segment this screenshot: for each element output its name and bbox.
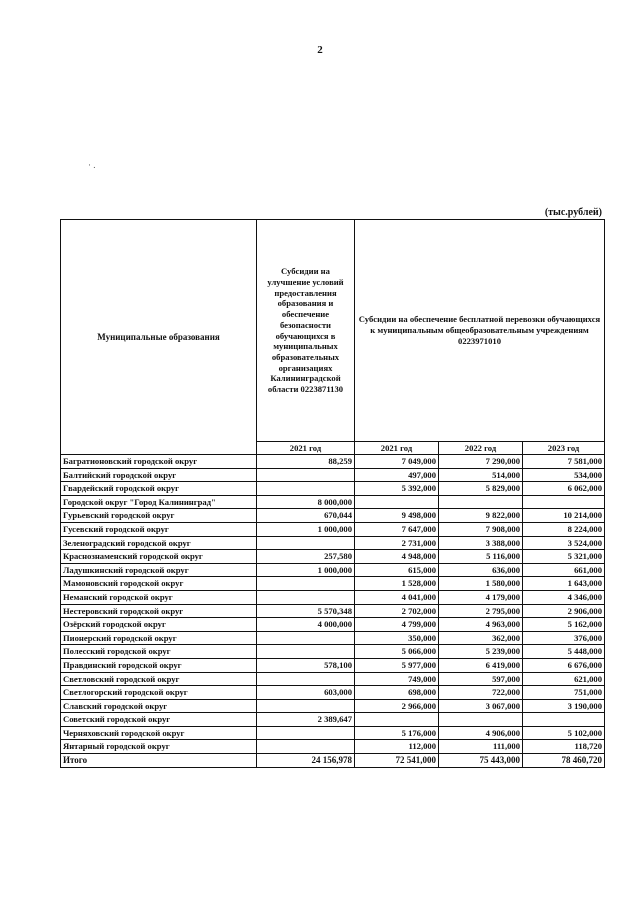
transport-2023: 6 676,000 xyxy=(523,658,605,672)
table-row xyxy=(61,563,605,577)
table-row xyxy=(61,726,605,740)
transport-2022: 5 829,000 xyxy=(439,482,523,496)
table-row xyxy=(61,482,605,496)
table-row xyxy=(61,577,605,591)
transport-2023: 751,000 xyxy=(523,686,605,700)
transport-2021: 5 176,000 xyxy=(355,726,439,740)
transport-2023 xyxy=(523,495,605,509)
header-municipality: Муниципальные образования xyxy=(61,220,257,455)
transport-2021: 4 948,000 xyxy=(355,550,439,564)
header-year-safety-2021: 2021 год xyxy=(257,442,355,455)
transport-2021: 4 799,000 xyxy=(355,618,439,632)
transport-2022: 4 906,000 xyxy=(439,726,523,740)
municipality-name: Гурьевский городской округ xyxy=(61,509,257,523)
transport-2021: 497,000 xyxy=(355,468,439,482)
transport-2022: 3 388,000 xyxy=(439,536,523,550)
table-row xyxy=(61,672,605,686)
units-label: (тыс.рублей) xyxy=(544,207,602,218)
municipality-name: Нестеровский городской округ xyxy=(61,604,257,618)
transport-2021: 2 731,000 xyxy=(355,536,439,550)
transport-2023: 2 906,000 xyxy=(523,604,605,618)
municipality-name: Пионерский городской округ xyxy=(61,631,257,645)
table-row xyxy=(61,686,605,700)
table-row xyxy=(61,631,605,645)
subsidy-safety-2021: 2 389,647 xyxy=(257,713,355,727)
scan-speck: · . xyxy=(88,160,96,170)
transport-2021: 698,000 xyxy=(355,686,439,700)
transport-2022: 6 419,000 xyxy=(439,658,523,672)
table-row xyxy=(61,495,605,509)
subsidy-safety-2021: 88,259 xyxy=(257,455,355,469)
transport-2021: 7 049,000 xyxy=(355,455,439,469)
transport-2023: 3 190,000 xyxy=(523,699,605,713)
municipality-name: Неманский городской округ xyxy=(61,590,257,604)
subsidy-safety-2021 xyxy=(257,631,355,645)
total-municipality-name: Итого xyxy=(61,754,257,768)
page-number: 2 xyxy=(317,44,323,56)
transport-2022: 9 822,000 xyxy=(439,509,523,523)
table-row xyxy=(61,658,605,672)
table-row xyxy=(61,604,605,618)
transport-2023: 4 346,000 xyxy=(523,590,605,604)
transport-2023: 376,000 xyxy=(523,631,605,645)
table-row xyxy=(61,618,605,632)
transport-2023: 6 062,000 xyxy=(523,482,605,496)
transport-2021 xyxy=(355,713,439,727)
municipality-name: Светловский городской округ xyxy=(61,672,257,686)
transport-2022: 5 116,000 xyxy=(439,550,523,564)
municipality-name: Балтийский городской округ xyxy=(61,468,257,482)
subsidy-safety-2021 xyxy=(257,699,355,713)
transport-2021 xyxy=(355,495,439,509)
header-year-transport-2023: 2023 год xyxy=(523,442,605,455)
municipality-name: Правдинский городской округ xyxy=(61,658,257,672)
transport-2022: 362,000 xyxy=(439,631,523,645)
municipality-name: Гвардейский городской округ xyxy=(61,482,257,496)
subsidy-safety-2021 xyxy=(257,577,355,591)
transport-2022: 4 963,000 xyxy=(439,618,523,632)
municipality-name: Городской округ "Город Калининград" xyxy=(61,495,257,509)
transport-2023: 5 162,000 xyxy=(523,618,605,632)
municipality-name: Славский городской округ xyxy=(61,699,257,713)
header-year-transport-2021: 2021 год xyxy=(355,442,439,455)
municipality-name: Советский городской округ xyxy=(61,713,257,727)
total-row xyxy=(61,754,605,768)
municipality-name: Гусевский городской округ xyxy=(61,522,257,536)
subsidy-safety-2021 xyxy=(257,645,355,659)
transport-2023 xyxy=(523,713,605,727)
transport-2022: 1 580,000 xyxy=(439,577,523,591)
municipality-name: Светлогорский городской округ xyxy=(61,686,257,700)
subsidy-safety-2021: 603,000 xyxy=(257,686,355,700)
transport-2022: 722,000 xyxy=(439,686,523,700)
subsidy-safety-2021: 5 570,348 xyxy=(257,604,355,618)
municipality-name: Черняховский городской округ xyxy=(61,726,257,740)
subsidy-safety-2021 xyxy=(257,672,355,686)
table-row xyxy=(61,509,605,523)
municipality-name: Янтарный городской округ xyxy=(61,740,257,754)
transport-2023: 5 321,000 xyxy=(523,550,605,564)
transport-2023: 10 214,000 xyxy=(523,509,605,523)
subsidy-safety-2021 xyxy=(257,590,355,604)
transport-2021: 9 498,000 xyxy=(355,509,439,523)
transport-2023: 118,720 xyxy=(523,740,605,754)
transport-2023: 5 448,000 xyxy=(523,645,605,659)
subsidy-safety-2021: 4 000,000 xyxy=(257,618,355,632)
table-row xyxy=(61,713,605,727)
municipality-name: Озёрский городской округ xyxy=(61,618,257,632)
subsidy-safety-2021 xyxy=(257,726,355,740)
municipality-name: Мамоновский городской округ xyxy=(61,577,257,591)
subsidy-safety-2021 xyxy=(257,482,355,496)
header-subsidy-transport: Субсидии на обеспечение бесплатной перевозки обучающихся к муниципальным общеобразовательным учреждениям 0223971010 xyxy=(355,220,605,442)
subsidy-safety-2021: 670,044 xyxy=(257,509,355,523)
municipality-name: Зеленоградский городской округ xyxy=(61,536,257,550)
transport-2021: 5 977,000 xyxy=(355,658,439,672)
transport-2021: 112,000 xyxy=(355,740,439,754)
transport-2023: 661,000 xyxy=(523,563,605,577)
transport-2022: 597,000 xyxy=(439,672,523,686)
transport-2023: 3 524,000 xyxy=(523,536,605,550)
table-row xyxy=(61,522,605,536)
subsidy-safety-2021 xyxy=(257,740,355,754)
transport-2022 xyxy=(439,713,523,727)
transport-2022: 636,000 xyxy=(439,563,523,577)
subsidy-safety-2021: 257,580 xyxy=(257,550,355,564)
transport-2022: 3 067,000 xyxy=(439,699,523,713)
table-row xyxy=(61,455,605,469)
table-body xyxy=(61,455,605,768)
total-transport-2022: 75 443,000 xyxy=(439,754,523,768)
municipality-name: Краснознаменский городской округ xyxy=(61,550,257,564)
subsidy-safety-2021 xyxy=(257,536,355,550)
municipality-name: Багратионовский городской округ xyxy=(61,455,257,469)
transport-2023: 7 581,000 xyxy=(523,455,605,469)
transport-2021: 5 066,000 xyxy=(355,645,439,659)
municipality-name: Полесский городской округ xyxy=(61,645,257,659)
municipality-name: Ладушкинский городской округ xyxy=(61,563,257,577)
transport-2022: 5 239,000 xyxy=(439,645,523,659)
transport-2021: 350,000 xyxy=(355,631,439,645)
transport-2023: 8 224,000 xyxy=(523,522,605,536)
transport-2021: 2 702,000 xyxy=(355,604,439,618)
transport-2021: 2 966,000 xyxy=(355,699,439,713)
subsidy-safety-2021: 1 000,000 xyxy=(257,563,355,577)
transport-2021: 615,000 xyxy=(355,563,439,577)
transport-2022: 111,000 xyxy=(439,740,523,754)
transport-2022: 2 795,000 xyxy=(439,604,523,618)
transport-2023: 534,000 xyxy=(523,468,605,482)
subsidy-safety-2021: 578,100 xyxy=(257,658,355,672)
transport-2023: 5 102,000 xyxy=(523,726,605,740)
total-transport-2023: 78 460,720 xyxy=(523,754,605,768)
table-row xyxy=(61,590,605,604)
table-row xyxy=(61,468,605,482)
header-subsidy-safety: Субсидии на улучшение условий предоставления образования и обеспечение безопасности обучающихся в муниципальных образовательных организациях Калининградской области 0223871130 xyxy=(257,220,355,442)
subsidy-safety-2021: 1 000,000 xyxy=(257,522,355,536)
table-row xyxy=(61,536,605,550)
table-row xyxy=(61,645,605,659)
transport-2023: 621,000 xyxy=(523,672,605,686)
table-row xyxy=(61,699,605,713)
transport-2022: 514,000 xyxy=(439,468,523,482)
table-row xyxy=(61,550,605,564)
table-row xyxy=(61,740,605,754)
subsidy-safety-2021 xyxy=(257,468,355,482)
header-year-transport-2022: 2022 год xyxy=(439,442,523,455)
transport-2021: 5 392,000 xyxy=(355,482,439,496)
transport-2022: 7 908,000 xyxy=(439,522,523,536)
transport-2022: 4 179,000 xyxy=(439,590,523,604)
transport-2021: 1 528,000 xyxy=(355,577,439,591)
transport-2021: 7 647,000 xyxy=(355,522,439,536)
total-transport-2021: 72 541,000 xyxy=(355,754,439,768)
transport-2021: 749,000 xyxy=(355,672,439,686)
subsidies-table xyxy=(60,219,605,768)
total-subsidy-safety-2021: 24 156,978 xyxy=(257,754,355,768)
transport-2022 xyxy=(439,495,523,509)
subsidy-safety-2021: 8 000,000 xyxy=(257,495,355,509)
transport-2023: 1 643,000 xyxy=(523,577,605,591)
transport-2021: 4 041,000 xyxy=(355,590,439,604)
transport-2022: 7 290,000 xyxy=(439,455,523,469)
